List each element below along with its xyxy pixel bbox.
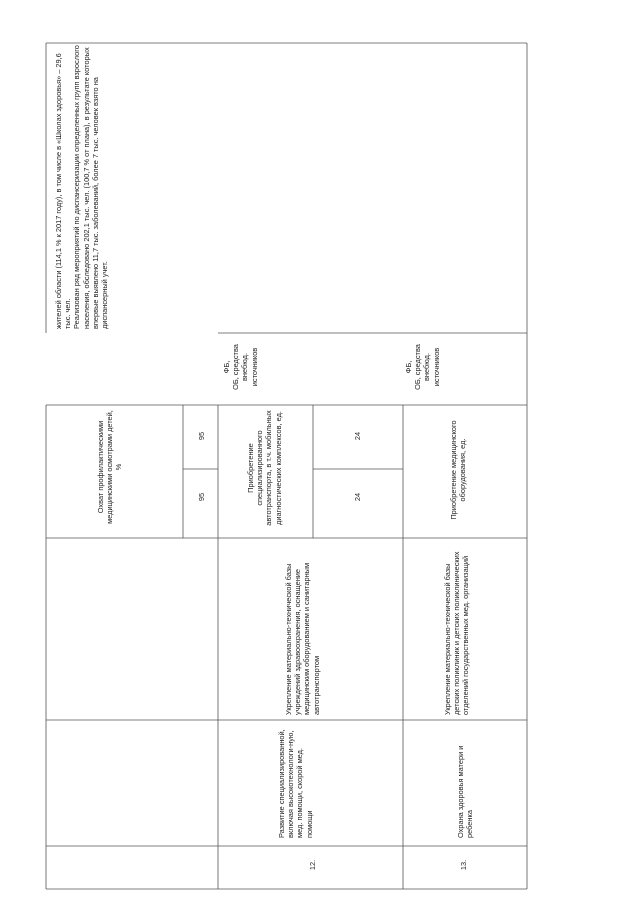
source-text: ФБ, ОБ, средства внебюд. источников <box>404 344 441 390</box>
indicator-text: Приобретение специализированного автотранспорта, в т.ч. мобильных диагностических комплексов, ед. <box>246 410 283 526</box>
value-cell: 95 <box>197 431 206 441</box>
source-text: ФБ, ОБ, средства внебюд. источников <box>222 344 259 390</box>
measure-text: Укрепление материально-технической базы учреждений здравоохранения, оснащение медицинским оборудованием и санитарным автотранспортом <box>284 562 321 715</box>
row-number: 12. <box>308 859 317 871</box>
direction-text: Развитие специализированной, включая высокотехнологи-ную, мед. помощи, скорой мед. помощи <box>277 729 314 838</box>
indicator-text: Приобретение медицинского оборудования, ед. <box>449 420 468 520</box>
indicator-coverage-text: Охват профилактическими медицинскими осмотрами детей, % <box>96 410 124 524</box>
report-text: жителей области (114,1 % к 2017 году), в том числе в «Школах здоровья» – 29,6 тыс. чел. Реализован ряд мероприятий по диспансеризации определенных групп взрослого населения, обследовано 202,1 тыс. чел. (100,7 % от плана), в результате которых впервые выявлено 11,7 тыс. заболеваний, более 7 тыс. человек взято на диспансерный учет. <box>54 45 110 329</box>
value-cell: 24 <box>353 431 362 441</box>
value-cell: 24 <box>353 492 362 502</box>
direction-text: Охрана здоровья матери и ребенка <box>456 745 475 838</box>
measure-text: Укрепление материально-технической базы детских поликлиник и детских поликлинических отделений государственных мед. организаций <box>443 551 471 715</box>
row-number: 13. <box>459 859 468 871</box>
value-cell: 95 <box>197 492 206 502</box>
